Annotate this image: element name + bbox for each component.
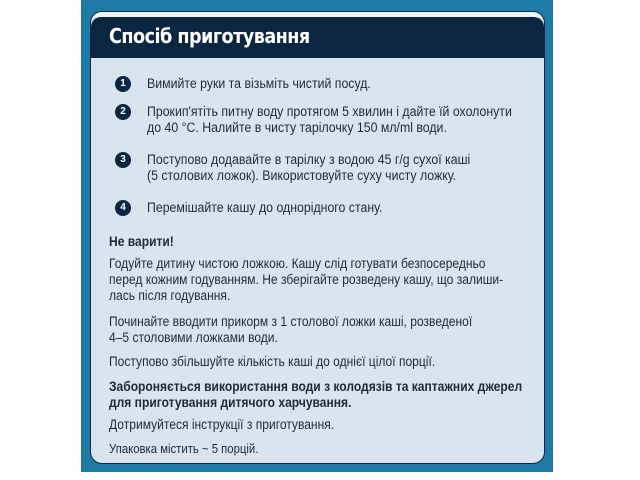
step-text bbox=[147, 152, 535, 184]
increase-paragraph: Поступово збільшуйте кількість каші до однієї цілої порції. bbox=[109, 354, 436, 369]
paragraph-line: Забороняється використання води з колодязів та каптажних джерел bbox=[109, 379, 523, 394]
paragraph-line: Починайте вводити прикорм з 1 столової ложки каші, розведеної bbox=[109, 314, 473, 329]
step-text-line: Прокип'ятіть питну воду протягом 5 хвилин і дайте їй охолонути bbox=[147, 104, 512, 119]
page-title: Спосіб приготування bbox=[109, 24, 310, 48]
header-band bbox=[91, 17, 544, 58]
step-number-badge: 1 bbox=[115, 76, 131, 92]
step-text-line: до 40 °C. Налийте в чисту тарілочку 150 мл/ml води. bbox=[147, 120, 447, 135]
step-text-line: (5 столових ложок). Використовуйте суху чисту ложку. bbox=[147, 168, 457, 183]
start-paragraph bbox=[109, 314, 530, 346]
paragraph-line: 4–5 столовими ложками води. bbox=[109, 330, 278, 345]
step-number-badge: 2 bbox=[115, 104, 131, 120]
step-number-badge: 4 bbox=[115, 200, 131, 216]
instruction-frame bbox=[81, 0, 553, 472]
warning-heading: Не варити! bbox=[109, 234, 174, 249]
step-text-line: Поступово додавайте в тарілку з водою 45 г/g сухої каші bbox=[147, 152, 471, 167]
step-number-badge: 3 bbox=[115, 152, 131, 168]
prohibited-paragraph bbox=[109, 379, 530, 411]
package-paragraph: Упаковка містить ~ 5 порцій. bbox=[109, 442, 259, 456]
step-text bbox=[147, 104, 535, 136]
paragraph-line: Годуйте дитину чистою ложкою. Кашу слід готувати безпосередньо bbox=[109, 256, 486, 271]
step-text: Вимийте руки та візьміть чистий посуд. bbox=[147, 76, 371, 91]
instruction-panel bbox=[90, 11, 545, 464]
paragraph-line: для приготування дитячого харчування. bbox=[109, 395, 352, 410]
feeding-paragraph bbox=[109, 256, 530, 304]
step-text: Перемішайте кашу до однорідного стану. bbox=[147, 200, 383, 215]
paragraph-line: лась після годування. bbox=[109, 288, 231, 303]
paragraph-line: перед кожним годуванням. Не зберігайте розведену кашу, що залиши- bbox=[109, 272, 504, 287]
follow-paragraph: Дотримуйтеся інструкції з приготування. bbox=[109, 417, 335, 432]
